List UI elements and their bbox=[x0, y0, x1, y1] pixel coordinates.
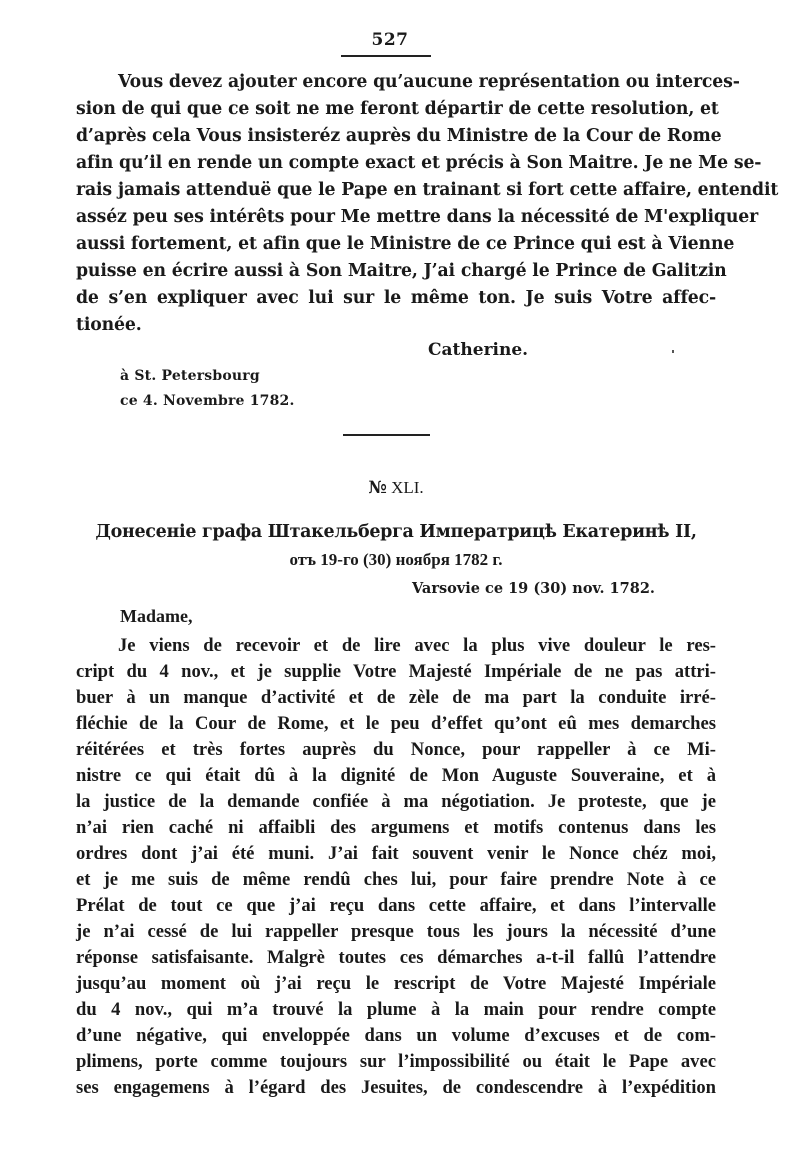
text-line: la justice de la demande confiée à ma négotiation. Je proteste, que je bbox=[76, 791, 716, 812]
text-line: cript du 4 nov., et je supplie Votre Majesté Impériale de ne pas attri- bbox=[76, 661, 716, 682]
text-line: afin qu’il en rende un compte exact et précis à Son Maitre. Je ne Me se- bbox=[76, 153, 762, 173]
text-line: fléchie de la Cour de Rome, et le peu d’effet qu’ont eû mes demarches bbox=[76, 713, 716, 734]
page-number: 527 bbox=[371, 30, 409, 50]
text-line: de s’en expliquer avec lui sur le même ton. Je suis Votre affec- bbox=[76, 288, 716, 308]
text-line: du 4 nov., qui m’a trouvé la plume à la main pour rendre compte bbox=[76, 999, 716, 1020]
letter-date: ce 4. Novembre 1782. bbox=[120, 393, 295, 409]
document-heading: Донесеніе графа Штакельберга Императрицѣ Екатеринѣ II, bbox=[95, 522, 697, 542]
text-line: Vous devez ajouter encore qu’aucune représentation ou interces- bbox=[118, 72, 740, 92]
document-number bbox=[0, 478, 792, 498]
page-number-rule bbox=[341, 55, 431, 57]
text-line: réitérées et très fortes auprès du Nonce, pour rappeller à ce Mi- bbox=[76, 739, 716, 760]
text-line: asséz peu ses intérêts pour Me mettre dans la nécessité de M'expliquer bbox=[76, 207, 759, 227]
document-roman-number: XLI. bbox=[391, 478, 424, 497]
text-line: nistre ce qui était dû à la dignité de Mon Auguste Souveraine, et à bbox=[76, 765, 716, 786]
text-line: d’après cela Vous insisteréz auprès du Ministre de la Cour de Rome bbox=[76, 126, 722, 146]
text-line: Prélat de tout ce que j’ai reçu dans cette affaire, et dans l’intervalle bbox=[76, 895, 716, 916]
text-line: tionée. bbox=[76, 315, 142, 335]
salutation: Madame, bbox=[120, 606, 193, 626]
text-line: et je me suis de même rendû ches lui, pour faire prendre Note à ce bbox=[76, 869, 716, 890]
text-line: n’ai rien caché ni affaibli des argumens et motifs contenus dans les bbox=[76, 817, 716, 838]
text-line: d’une négative, qui enveloppée dans un volume d’excuses et de com- bbox=[76, 1025, 716, 1046]
text-line: sion de qui que ce soit ne me feront départir de cette resolution, et bbox=[76, 99, 719, 119]
text-line: plimens, porte comme toujours sur l’impossibilité ou était le Pape avec bbox=[76, 1051, 716, 1072]
text-line: ses engagemens à l’égard des Jesuites, de condescendre à l’expédition bbox=[76, 1077, 716, 1098]
text-line: ordres dont j’ai été muni. J’ai fait souvent venir le Nonce chéz moi, bbox=[76, 843, 716, 864]
text-line: aussi fortement, et afin que le Ministre de ce Prince qui est à Vienne bbox=[76, 234, 735, 254]
text-line: réponse satisfaisante. Malgrè toutes ces démarches a-t-il fallû l’attendre bbox=[76, 947, 716, 968]
text-line: Je viens de recevoir et de lire avec la plus vive douleur le res- bbox=[118, 635, 716, 656]
text-line: je n’ai cessé de lui rappeller presque tous les jours la nécessité d’une bbox=[76, 921, 716, 942]
section-divider bbox=[343, 434, 430, 436]
document-subheading: отъ 19-го (30) ноября 1782 г. bbox=[289, 550, 503, 569]
text-line: rais jamais attenduë que le Pape en trainant si fort cette affaire, entendit bbox=[76, 180, 779, 200]
letter-place: à St. Petersbourg bbox=[120, 368, 260, 384]
signature: Catherine. bbox=[428, 340, 529, 360]
numero-sign: № bbox=[368, 478, 387, 498]
print-speck bbox=[672, 350, 674, 353]
document-dateline: Varsovie ce 19 (30) nov. 1782. bbox=[412, 580, 655, 597]
text-line: buer à un manque d’activité et de zèle de ma part la conduite irré- bbox=[76, 687, 716, 708]
text-line: jusqu’au moment où j’ai reçu le rescript de Votre Majesté Impériale bbox=[76, 973, 716, 994]
text-line: puisse en écrire aussi à Son Maitre, J’ai chargé le Prince de Galitzin bbox=[76, 261, 727, 281]
